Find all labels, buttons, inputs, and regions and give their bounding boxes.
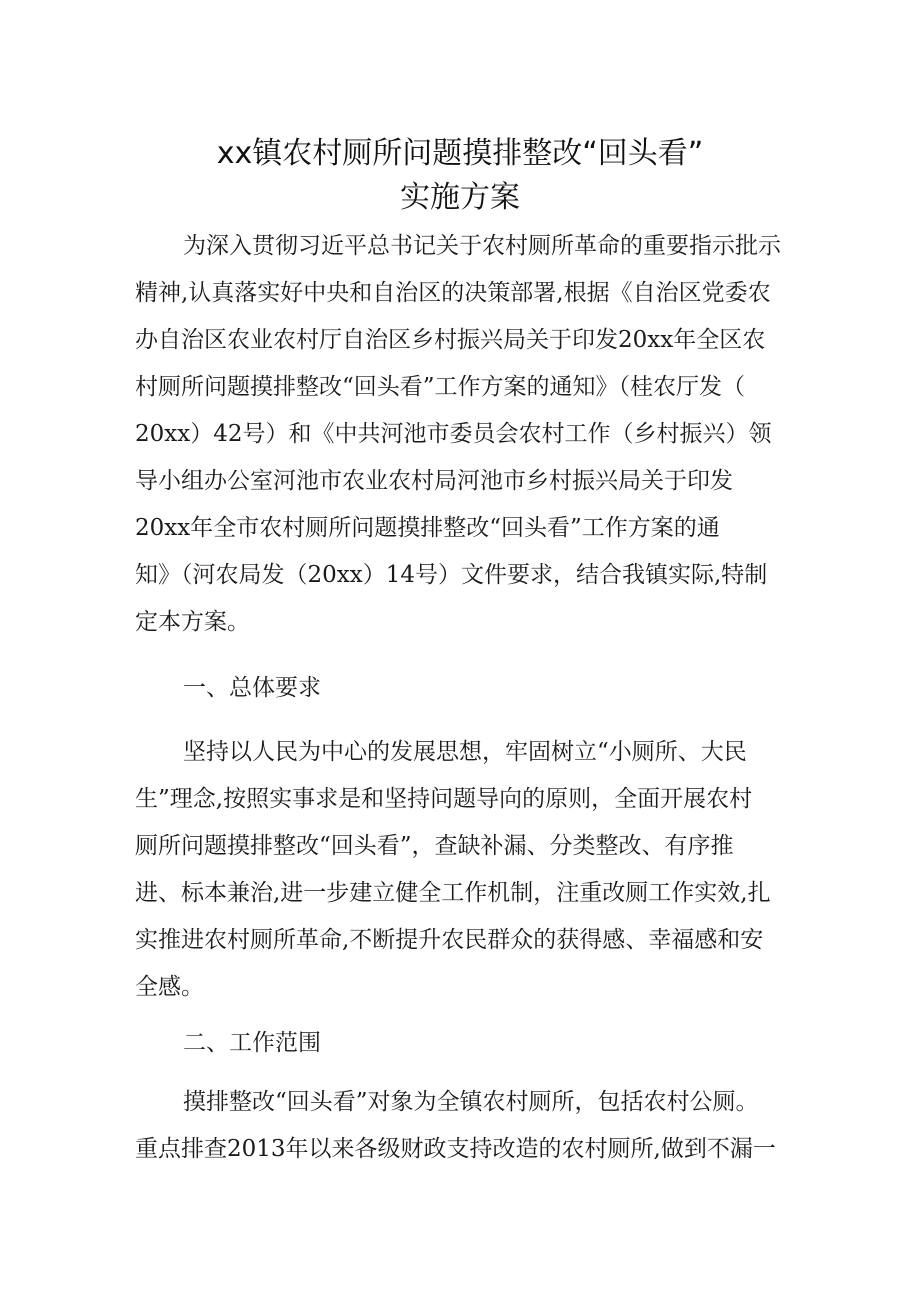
intro-line: 定本方案。 xyxy=(135,609,250,635)
intro-line: 村厕所问题摸排整改“回头看”工作方案的通知》（桂农厅发（ xyxy=(135,374,746,400)
section1-line: 坚持以人民为中心的发展思想，牢固树立“小厕所、大民 xyxy=(183,739,747,765)
intro-line: 办自治区农业农村厅自治区乡村振兴局关于印发20xx年全区农 xyxy=(135,327,766,353)
section1-line: 生”理念,按照实事求是和坚持问题导向的原则，全面开展农村 xyxy=(135,786,753,812)
document-title-line-2: 实施方案 xyxy=(400,180,520,215)
section1-line: 进、标本兼治,进一步建立健全工作机制，注重改厕工作实效,扎 xyxy=(135,880,771,906)
intro-line: 为深入贯彻习近平总书记关于农村厕所革命的重要指示批示 xyxy=(183,233,781,259)
intro-line: 导小组办公室河池市农业农村局河池市乡村振兴局关于印发 xyxy=(135,468,733,494)
section-heading-work-scope: 二、工作范围 xyxy=(183,1030,321,1056)
section2-line: 重点排查2013年以来各级财政支持改造的农村厕所,做到不漏一 xyxy=(135,1136,776,1162)
section1-line: 实推进农村厕所革命,不断提升农民群众的获得感、幸福感和安 xyxy=(135,927,764,953)
document-title-line-1: xx镇农村厕所问题摸排整改“回头看” xyxy=(216,136,704,171)
section1-line: 厕所问题摸排整改“回头看”，查缺补漏、分类整改、有序推 xyxy=(135,833,734,859)
intro-line: 20xx）42号）和《中共河池市委员会农村工作（乡村振兴）领 xyxy=(135,421,772,447)
intro-line: 20xx年全市农村厕所问题摸排整改“回头看”工作方案的通 xyxy=(135,515,720,541)
section2-line: 摸排整改“回头看”对象为全镇农村厕所，包括农村公厕。 xyxy=(183,1089,759,1115)
section1-line: 全感。 xyxy=(135,974,204,1000)
intro-line: 精神,认真落实好中央和自治区的决策部署,根据《自治区党委农 xyxy=(135,280,771,306)
section-heading-overall-requirements: 一、总体要求 xyxy=(183,675,321,701)
intro-line: 知》（河农局发（20xx）14号）文件要求，结合我镇实际,特制 xyxy=(135,562,768,588)
